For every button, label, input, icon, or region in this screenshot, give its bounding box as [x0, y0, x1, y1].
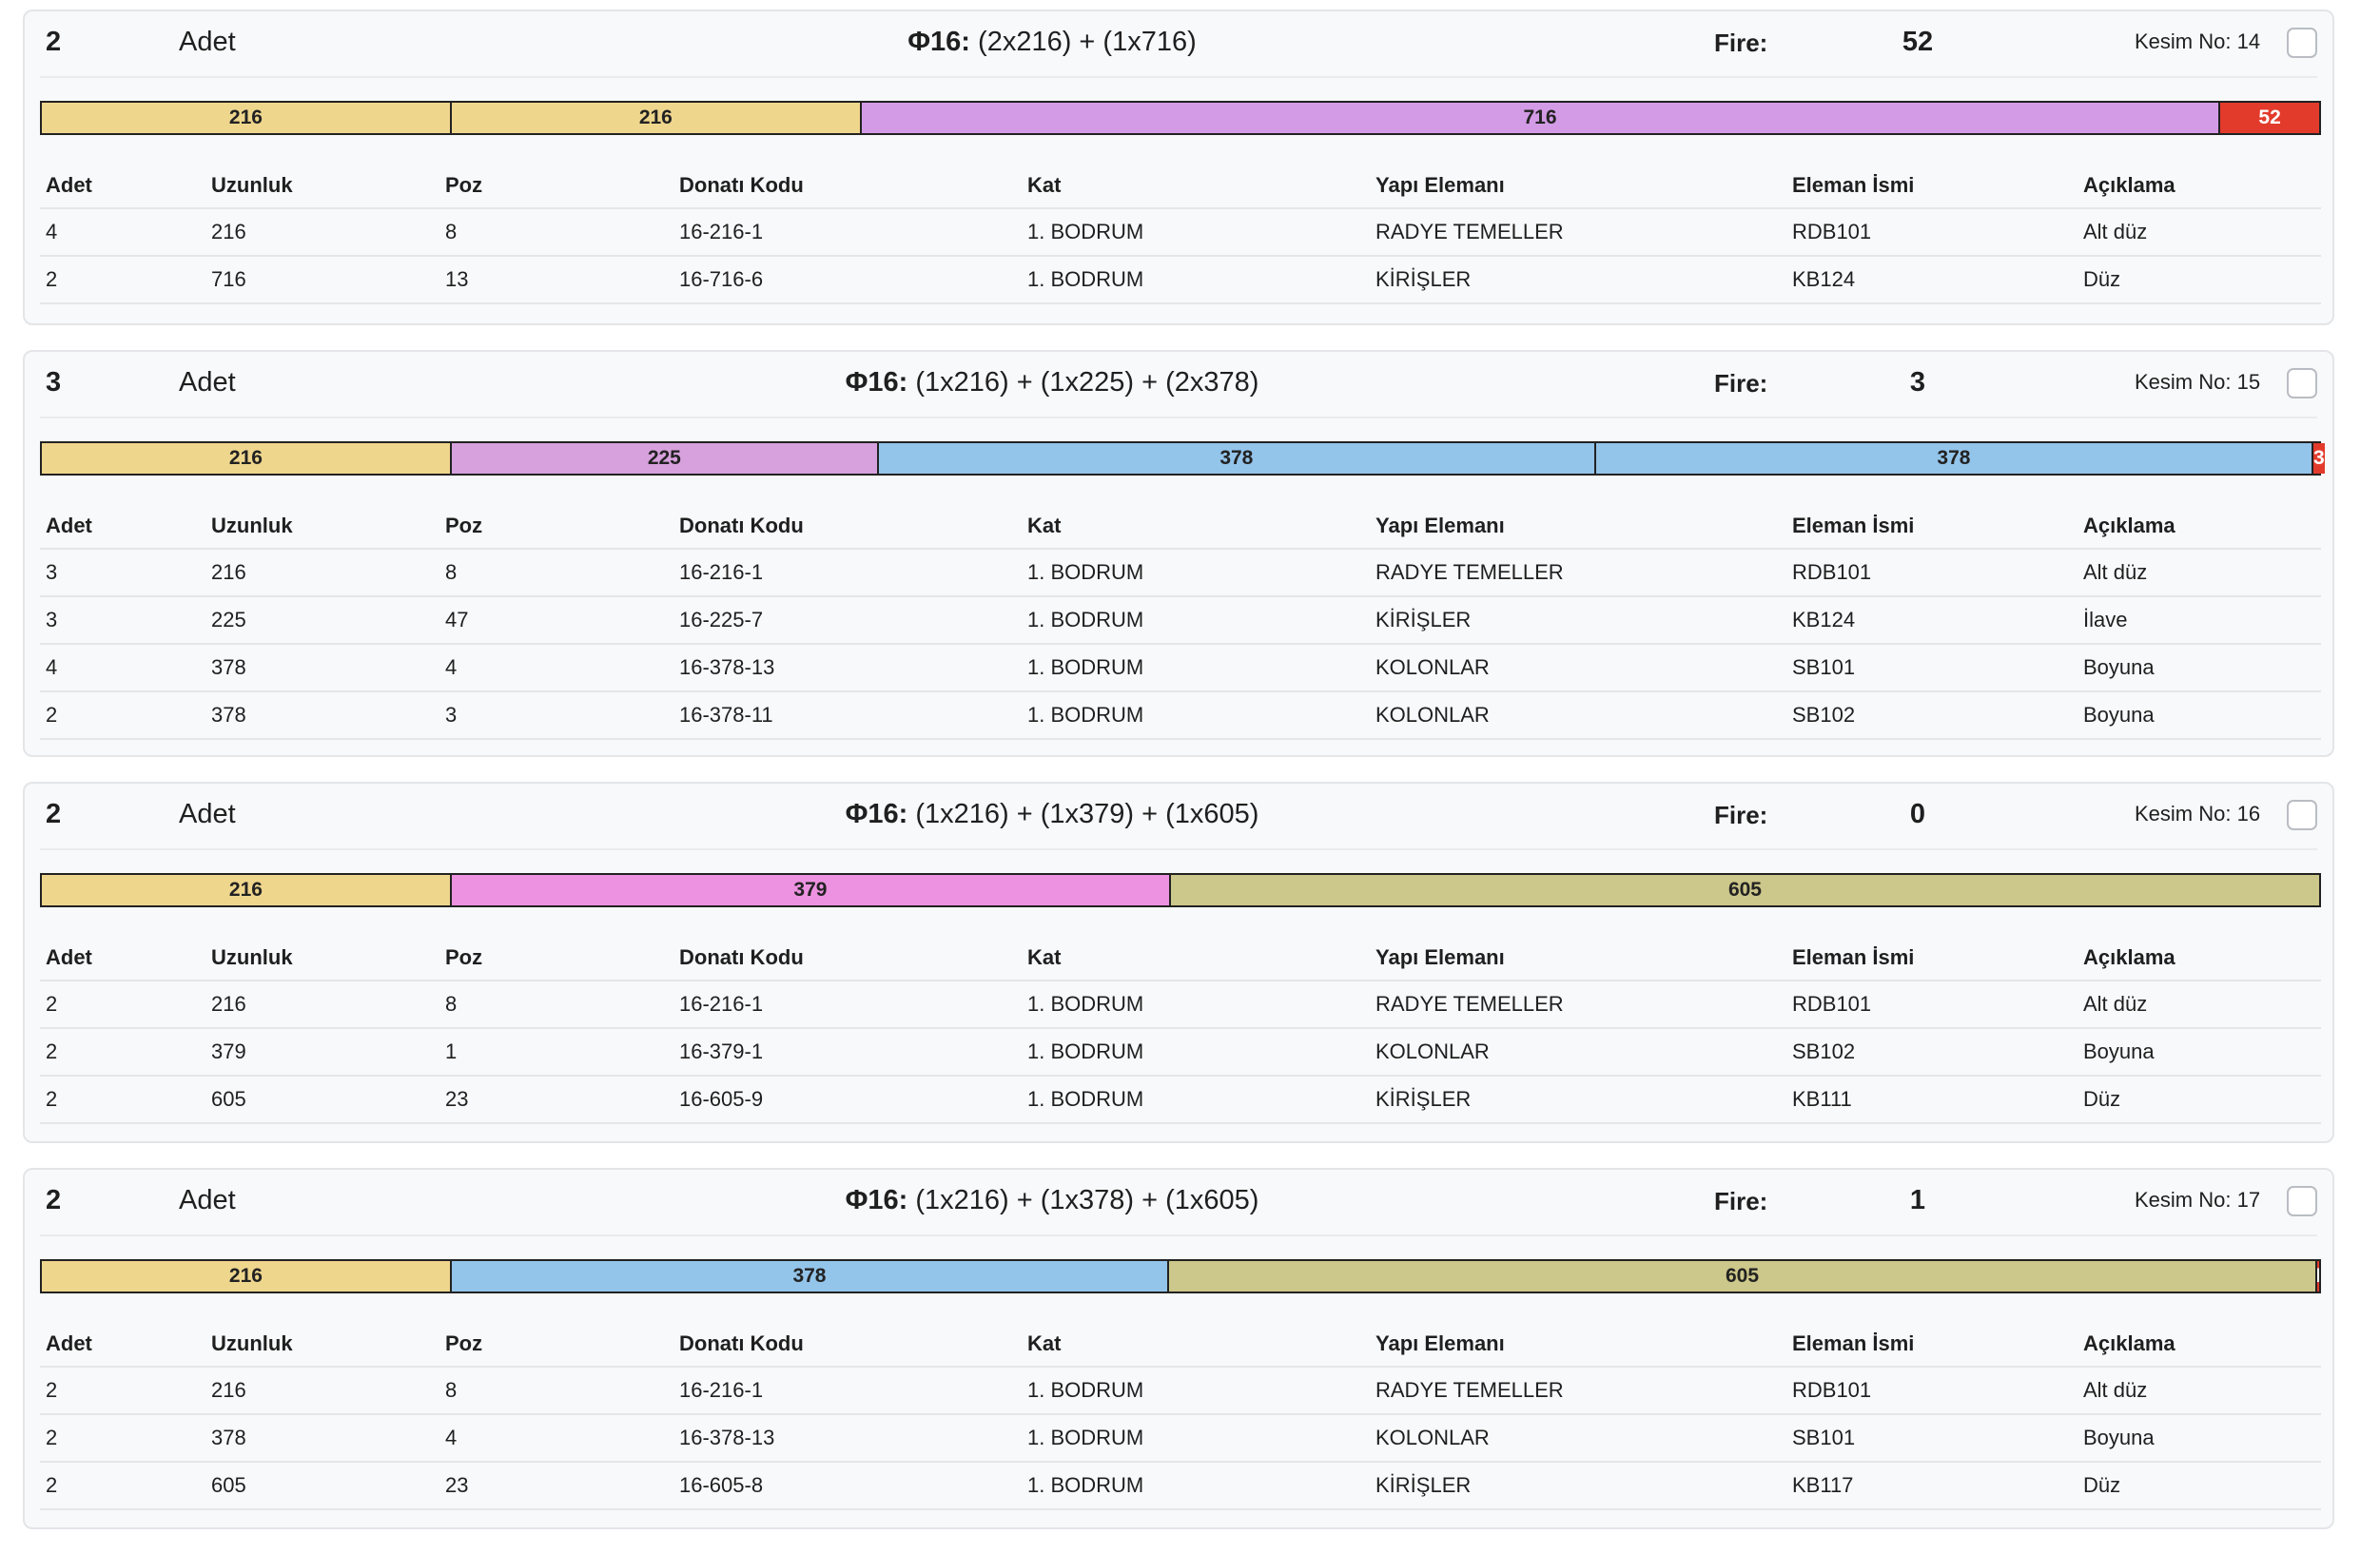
- table-cell: 1. BODRUM: [1022, 596, 1370, 644]
- cutting-card: [23, 782, 2334, 1143]
- table-cell: 4: [40, 208, 205, 256]
- kesim-no-label: Kesim No:: [2135, 1188, 2237, 1212]
- table-row: [40, 549, 2321, 596]
- table-cell: 47: [439, 596, 673, 644]
- table-cell: 8: [439, 981, 673, 1028]
- table-cell: 8: [439, 549, 673, 596]
- bar-segment: 216: [42, 875, 452, 905]
- pieces-table: [40, 936, 2321, 1124]
- column-header: Adet: [40, 936, 205, 981]
- column-header: Yapı Elemanı: [1370, 936, 1786, 981]
- column-header: Donatı Kodu: [673, 164, 1022, 208]
- table-cell: 2: [40, 1367, 205, 1414]
- table-row: [40, 1462, 2321, 1509]
- table-row: [40, 644, 2321, 691]
- piece-count: 2: [46, 799, 62, 829]
- table-row: [40, 981, 2321, 1028]
- column-header: Kat: [1022, 164, 1370, 208]
- table-cell: 16-378-13: [673, 1414, 1022, 1462]
- bar-segment: 378: [452, 1261, 1169, 1292]
- table-cell: 1. BODRUM: [1022, 644, 1370, 691]
- done-checkbox[interactable]: [2287, 1186, 2317, 1216]
- table-cell: 1. BODRUM: [1022, 208, 1370, 256]
- cut-formula: [500, 27, 1604, 58]
- table-cell: 1. BODRUM: [1022, 1414, 1370, 1462]
- column-header: Eleman İsmi: [1786, 936, 2078, 981]
- table-cell: 1. BODRUM: [1022, 549, 1370, 596]
- table-cell: 16-225-7: [673, 596, 1022, 644]
- header-divider: [40, 848, 2317, 850]
- table-cell: RADYE TEMELLER: [1370, 549, 1786, 596]
- cutting-card: [23, 350, 2334, 757]
- card-header: [25, 11, 2332, 74]
- table-cell: 1. BODRUM: [1022, 1076, 1370, 1123]
- table-cell: 3: [40, 549, 205, 596]
- piece-unit-label: Adet: [179, 367, 236, 398]
- table-cell: 2: [40, 256, 205, 303]
- cutting-card: [23, 10, 2334, 325]
- table-cell: 378: [205, 1414, 439, 1462]
- kesim-no-value: 15: [2236, 370, 2261, 394]
- column-header: Kat: [1022, 504, 1370, 549]
- fire-label: Fire:: [1714, 801, 1768, 829]
- header-divider: [40, 417, 2317, 418]
- table-cell: 1. BODRUM: [1022, 1028, 1370, 1076]
- table-cell: 216: [205, 1367, 439, 1414]
- formula-text: (1x216) + (1x379) + (1x605): [915, 799, 1259, 829]
- table-cell: 3: [439, 691, 673, 739]
- kesim-no-value: 16: [2236, 802, 2261, 826]
- column-header: Eleman İsmi: [1786, 504, 2078, 549]
- table-cell: RDB101: [1786, 1367, 2078, 1414]
- column-header: Poz: [439, 936, 673, 981]
- table-cell: 13: [439, 256, 673, 303]
- formula-text: (2x216) + (1x716): [978, 27, 1197, 57]
- pieces-table: [40, 1322, 2321, 1510]
- done-checkbox[interactable]: [2287, 800, 2317, 830]
- table-cell: KİRİŞLER: [1370, 256, 1786, 303]
- column-header: Açıklama: [2078, 504, 2321, 549]
- table-cell: KİRİŞLER: [1370, 596, 1786, 644]
- table-cell: KOLONLAR: [1370, 644, 1786, 691]
- table-cell: 16-379-1: [673, 1028, 1022, 1076]
- table-cell: 605: [205, 1462, 439, 1509]
- cut-bar: [40, 873, 2321, 907]
- table-cell: RADYE TEMELLER: [1370, 981, 1786, 1028]
- done-checkbox[interactable]: [2287, 28, 2317, 58]
- card-header: [25, 1170, 2332, 1233]
- kesim-no: [2135, 370, 2260, 395]
- column-header: Uzunluk: [205, 1322, 439, 1367]
- bar-segment: 605: [1169, 1261, 2317, 1292]
- column-header: Açıklama: [2078, 1322, 2321, 1367]
- table-cell: 16-216-1: [673, 208, 1022, 256]
- column-header: Adet: [40, 1322, 205, 1367]
- table-cell: 605: [205, 1076, 439, 1123]
- header-divider: [40, 76, 2317, 78]
- table-cell: KİRİŞLER: [1370, 1076, 1786, 1123]
- piece-count: 3: [46, 367, 62, 398]
- table-row: [40, 1028, 2321, 1076]
- kesim-no-label: Kesim No:: [2135, 802, 2237, 826]
- table-cell: 1. BODRUM: [1022, 691, 1370, 739]
- table-cell: 216: [205, 549, 439, 596]
- table-cell: 2: [40, 1462, 205, 1509]
- fire-value: 0: [1909, 799, 1926, 829]
- table-cell: 4: [439, 1414, 673, 1462]
- table-cell: SB102: [1786, 1028, 2078, 1076]
- column-header: Poz: [439, 504, 673, 549]
- table-row: [40, 1414, 2321, 1462]
- bar-segment: 216: [452, 103, 862, 133]
- table-row: [40, 596, 2321, 644]
- fire-label: Fire:: [1714, 369, 1768, 398]
- table-cell: Alt düz: [2078, 208, 2321, 256]
- piece-unit-label: Adet: [179, 27, 236, 57]
- table-cell: KB124: [1786, 596, 2078, 644]
- kesim-no: [2135, 802, 2260, 826]
- header-divider: [40, 1234, 2317, 1236]
- table-cell: 16-716-6: [673, 256, 1022, 303]
- waste-segment: 52: [2220, 103, 2319, 133]
- table-header-row: [40, 164, 2321, 208]
- table-cell: RDB101: [1786, 549, 2078, 596]
- table-cell: 2: [40, 1414, 205, 1462]
- table-cell: SB102: [1786, 691, 2078, 739]
- bar-segment: 216: [42, 1261, 452, 1292]
- table-cell: Boyuna: [2078, 1414, 2321, 1462]
- fire-value: 1: [1909, 1185, 1926, 1215]
- table-cell: 23: [439, 1462, 673, 1509]
- cut-formula: [500, 1185, 1604, 1216]
- bar-diameter: Φ16:: [845, 1185, 908, 1215]
- column-header: Kat: [1022, 936, 1370, 981]
- bar-segment: 716: [862, 103, 2220, 133]
- kesim-no-label: Kesim No:: [2135, 29, 2237, 53]
- column-header: Uzunluk: [205, 936, 439, 981]
- fire-value: 52: [1902, 27, 1934, 57]
- table-cell: 216: [205, 981, 439, 1028]
- cut-formula: [500, 367, 1604, 398]
- kesim-no: [2135, 29, 2260, 54]
- table-cell: Alt düz: [2078, 549, 2321, 596]
- table-cell: KOLONLAR: [1370, 691, 1786, 739]
- table-cell: 8: [439, 1367, 673, 1414]
- table-cell: 16-378-13: [673, 644, 1022, 691]
- card-header: [25, 352, 2332, 415]
- column-header: Yapı Elemanı: [1370, 164, 1786, 208]
- table-row: [40, 208, 2321, 256]
- pieces-table: [40, 164, 2321, 304]
- table-row: [40, 1367, 2321, 1414]
- table-cell: 1. BODRUM: [1022, 1367, 1370, 1414]
- column-header: Poz: [439, 1322, 673, 1367]
- table-cell: 23: [439, 1076, 673, 1123]
- table-cell: 1. BODRUM: [1022, 981, 1370, 1028]
- column-header: Açıklama: [2078, 936, 2321, 981]
- table-cell: SB101: [1786, 644, 2078, 691]
- column-header: Yapı Elemanı: [1370, 504, 1786, 549]
- bar-diameter: Φ16:: [907, 27, 970, 57]
- table-header-row: [40, 504, 2321, 549]
- table-cell: Alt düz: [2078, 1367, 2321, 1414]
- table-cell: 2: [40, 1076, 205, 1123]
- cutting-card: [23, 1168, 2334, 1529]
- table-row: [40, 1076, 2321, 1123]
- table-cell: 3: [40, 596, 205, 644]
- cut-bar: [40, 1259, 2321, 1293]
- table-cell: 1: [439, 1028, 673, 1076]
- table-cell: 16-216-1: [673, 1367, 1022, 1414]
- column-header: Donatı Kodu: [673, 936, 1022, 981]
- column-header: Donatı Kodu: [673, 1322, 1022, 1367]
- cut-formula: [500, 799, 1604, 830]
- piece-unit-label: Adet: [179, 1185, 236, 1215]
- table-cell: SB101: [1786, 1414, 2078, 1462]
- column-header: Adet: [40, 504, 205, 549]
- table-cell: Düz: [2078, 1462, 2321, 1509]
- bar-segment: 379: [452, 875, 1171, 905]
- bar-segment: 216: [42, 103, 452, 133]
- column-header: Donatı Kodu: [673, 504, 1022, 549]
- table-cell: 16-378-11: [673, 691, 1022, 739]
- table-cell: 16-216-1: [673, 549, 1022, 596]
- column-header: Eleman İsmi: [1786, 164, 2078, 208]
- waste-segment: [2317, 1261, 2319, 1292]
- waste-segment: 3: [2313, 443, 2325, 474]
- card-header: [25, 784, 2332, 846]
- column-header: Kat: [1022, 1322, 1370, 1367]
- piece-unit-label: Adet: [179, 799, 236, 829]
- table-cell: 225: [205, 596, 439, 644]
- table-cell: RDB101: [1786, 981, 2078, 1028]
- table-cell: 1. BODRUM: [1022, 256, 1370, 303]
- table-cell: KB117: [1786, 1462, 2078, 1509]
- bar-segment: 605: [1171, 875, 2319, 905]
- fire-label: Fire:: [1714, 29, 1768, 57]
- bar-diameter: Φ16:: [845, 799, 908, 829]
- table-cell: KOLONLAR: [1370, 1028, 1786, 1076]
- column-header: Açıklama: [2078, 164, 2321, 208]
- table-cell: RADYE TEMELLER: [1370, 208, 1786, 256]
- column-header: Uzunluk: [205, 164, 439, 208]
- cut-bar: [40, 101, 2321, 135]
- table-cell: Alt düz: [2078, 981, 2321, 1028]
- table-cell: 2: [40, 981, 205, 1028]
- table-row: [40, 691, 2321, 739]
- column-header: Adet: [40, 164, 205, 208]
- bar-segment: 378: [879, 443, 1596, 474]
- column-header: Eleman İsmi: [1786, 1322, 2078, 1367]
- pieces-table: [40, 504, 2321, 740]
- table-cell: RDB101: [1786, 208, 2078, 256]
- table-cell: 378: [205, 644, 439, 691]
- kesim-no-label: Kesim No:: [2135, 370, 2237, 394]
- column-header: Uzunluk: [205, 504, 439, 549]
- column-header: Yapı Elemanı: [1370, 1322, 1786, 1367]
- bar-segment: 225: [452, 443, 879, 474]
- table-cell: 4: [439, 644, 673, 691]
- table-cell: KB124: [1786, 256, 2078, 303]
- table-cell: 16-605-8: [673, 1462, 1022, 1509]
- bar-segment: 216: [42, 443, 452, 474]
- table-cell: 216: [205, 208, 439, 256]
- table-cell: 379: [205, 1028, 439, 1076]
- table-cell: 16-605-9: [673, 1076, 1022, 1123]
- table-cell: Boyuna: [2078, 644, 2321, 691]
- table-cell: Düz: [2078, 256, 2321, 303]
- table-cell: KOLONLAR: [1370, 1414, 1786, 1462]
- kesim-no-value: 14: [2236, 29, 2261, 53]
- table-header-row: [40, 1322, 2321, 1367]
- table-cell: 4: [40, 644, 205, 691]
- table-cell: 16-216-1: [673, 981, 1022, 1028]
- bar-segment: 378: [1596, 443, 2313, 474]
- table-cell: 2: [40, 1028, 205, 1076]
- table-cell: RADYE TEMELLER: [1370, 1367, 1786, 1414]
- piece-count: 2: [46, 27, 62, 57]
- table-cell: 8: [439, 208, 673, 256]
- table-cell: KİRİŞLER: [1370, 1462, 1786, 1509]
- fire-label: Fire:: [1714, 1187, 1768, 1215]
- kesim-no: [2135, 1188, 2260, 1213]
- table-cell: Düz: [2078, 1076, 2321, 1123]
- table-cell: 378: [205, 691, 439, 739]
- table-cell: Boyuna: [2078, 691, 2321, 739]
- formula-text: (1x216) + (1x378) + (1x605): [915, 1185, 1259, 1215]
- table-cell: İlave: [2078, 596, 2321, 644]
- table-cell: KB111: [1786, 1076, 2078, 1123]
- formula-text: (1x216) + (1x225) + (2x378): [915, 367, 1259, 398]
- cut-bar: [40, 441, 2325, 476]
- table-cell: 2: [40, 691, 205, 739]
- kesim-no-value: 17: [2236, 1188, 2261, 1212]
- column-header: Poz: [439, 164, 673, 208]
- table-row: [40, 256, 2321, 303]
- done-checkbox[interactable]: [2287, 368, 2317, 398]
- table-header-row: [40, 936, 2321, 981]
- table-cell: 716: [205, 256, 439, 303]
- fire-value: 3: [1909, 367, 1926, 398]
- table-cell: Boyuna: [2078, 1028, 2321, 1076]
- bar-diameter: Φ16:: [845, 367, 908, 398]
- table-cell: 1. BODRUM: [1022, 1462, 1370, 1509]
- piece-count: 2: [46, 1185, 62, 1215]
